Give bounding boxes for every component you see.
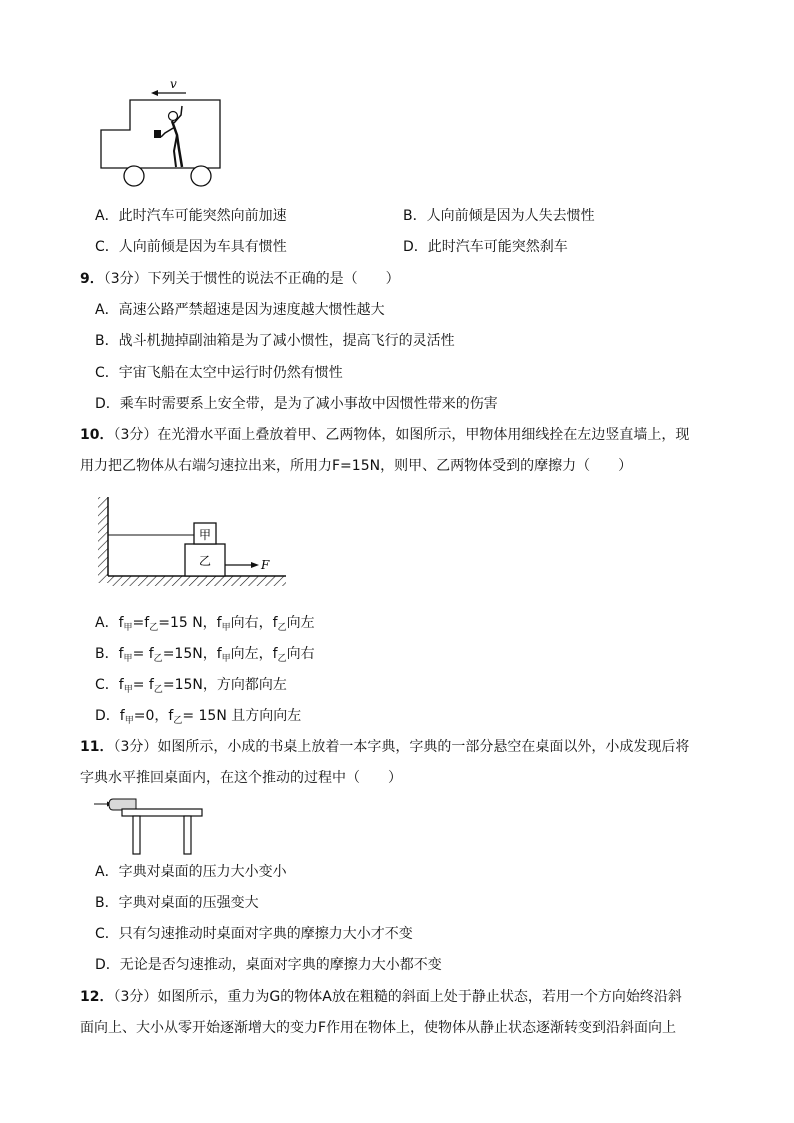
q10-option-b[interactable]: B．$f_甲= f_乙=15N$，$f_甲$向左，$f_乙$向右 <box>95 646 315 664</box>
question-text: （3分）在光滑水平面上叠放着甲、乙两物体，如图所示，甲物体用细线拴在左边竖直墙上，现 <box>113 427 690 443</box>
q9-option-a[interactable]: A．高速公路严禁超速是因为速度越大惯性越大 <box>95 302 385 318</box>
question-number: 12． <box>80 989 114 1005</box>
q9-option-d[interactable]: D．乘车时需要系上安全带，是为了减小事故中因惯性带来的伤害 <box>95 396 498 412</box>
q11-stem-line1 <box>80 738 689 756</box>
q8-option-a[interactable]: A．此时汽车可能突然向前加速 <box>95 208 287 224</box>
blocks-figure <box>95 493 295 593</box>
question-text: （3分）下列关于惯性的说法不正确的是（ ） <box>103 271 400 287</box>
q10-stem-line1 <box>80 426 689 444</box>
desk-figure <box>92 796 212 856</box>
q12-stem-line2: 面向上、大小从零开始逐渐增大的变力F作用在物体上，使物体从静止状态逐渐转变到沿斜面向上 <box>80 1020 677 1036</box>
question-number: 10． <box>80 427 114 443</box>
q9-option-b[interactable]: B．战斗机抛掉副油箱是为了减小惯性，提高飞行的灵活性 <box>95 333 455 349</box>
velocity-label: v <box>170 77 177 91</box>
question-number: 11． <box>80 739 114 755</box>
block-label-top: 甲 <box>199 528 212 542</box>
q9-option-c[interactable]: C．宇宙飞船在太空中运行时仍然有惯性 <box>95 365 343 381</box>
question-text: （3分）如图所示，小成的书桌上放着一本字典，字典的一部分悬空在桌面以外，小成发现后将 <box>113 739 690 755</box>
block-label-bottom: 乙 <box>199 554 212 568</box>
force-label: F <box>261 558 270 572</box>
q8-option-d[interactable]: D．此时汽车可能突然刹车 <box>403 239 568 255</box>
q10-option-c[interactable]: C．$f_甲= f_乙=15N$，方向都向左 <box>95 677 287 695</box>
question-text: （3分）如图所示，重力为G的物体A放在粗糙的斜面上处于静止状态，若用一个方向始终沿斜 <box>113 989 682 1005</box>
q10-option-d[interactable]: D．$f_甲=0$，$f_乙= 15N$ 且方向向左 <box>95 708 302 726</box>
car-figure <box>98 75 228 190</box>
q10-stem-line2: 用力把乙物体从右端匀速拉出来，所用力F=15N，则甲、乙两物体受到的摩擦力（ ） <box>80 458 633 474</box>
q8-option-b[interactable]: B．人向前倾是因为人失去惯性 <box>403 208 595 224</box>
q11-stem-line2: 字典水平推回桌面内，在这个推动的过程中（ ） <box>80 770 402 786</box>
q10-option-a[interactable]: A．$f_甲=f_乙=15$ N，$f_甲$向右，$f_乙$向左 <box>95 615 315 633</box>
q12-stem-line1 <box>80 988 682 1006</box>
q9-stem <box>80 270 400 288</box>
q11-option-c[interactable]: C．只有匀速推动时桌面对字典的摩擦力大小才不变 <box>95 926 413 942</box>
q11-option-b[interactable]: B．字典对桌面的压强变大 <box>95 895 259 911</box>
q11-option-d[interactable]: D．无论是否匀速推动，桌面对字典的摩擦力大小都不变 <box>95 957 442 973</box>
q8-option-c[interactable]: C．人向前倾是因为车具有惯性 <box>95 239 287 255</box>
question-number: 9． <box>80 271 104 287</box>
q11-option-a[interactable]: A．字典对桌面的压力大小变小 <box>95 864 287 880</box>
